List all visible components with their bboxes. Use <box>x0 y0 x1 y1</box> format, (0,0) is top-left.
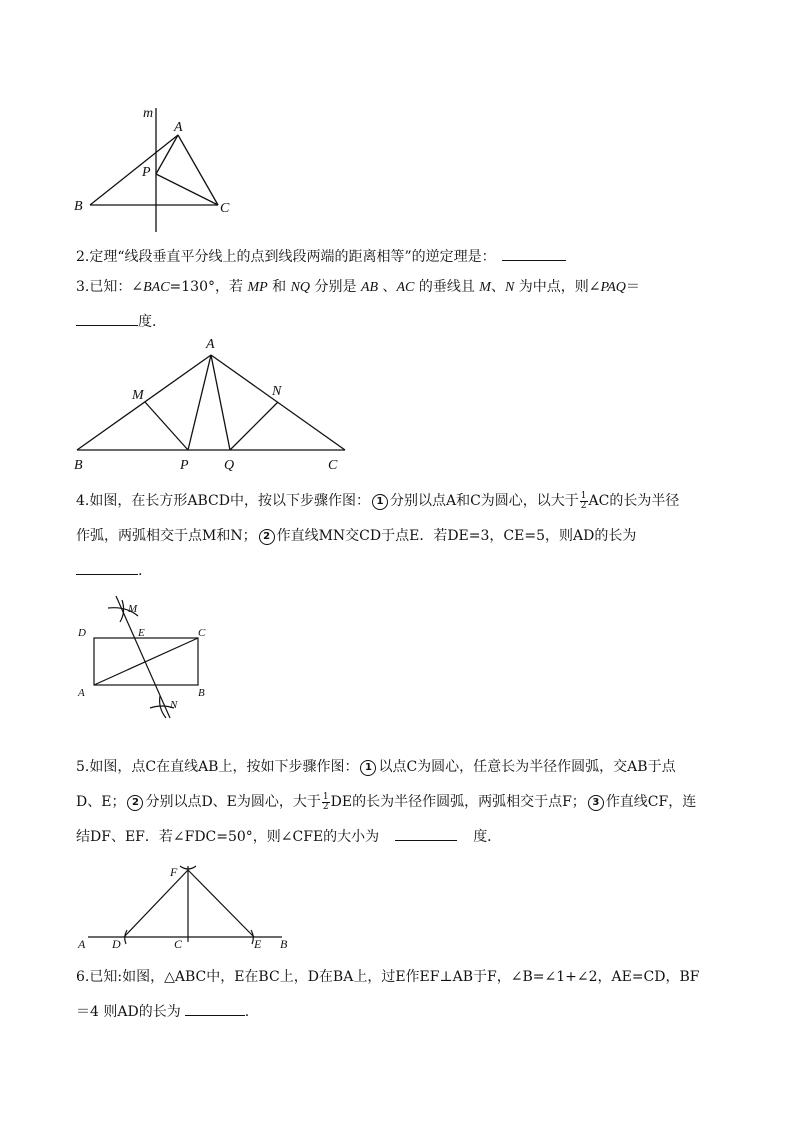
answer-blank[interactable] <box>502 246 566 261</box>
segment-aq <box>211 355 230 450</box>
q3-n: N <box>504 280 515 295</box>
label-b: B <box>74 199 83 214</box>
q3-angle-bac: BAC <box>143 280 170 295</box>
fraction-denominator: 2 <box>580 500 587 511</box>
q6-text: ＝4 则AD的长为 <box>76 1004 181 1020</box>
figure-3-triangle <box>70 332 360 477</box>
answer-blank[interactable] <box>76 311 138 326</box>
q4-text: 4.如图，在长方形ABCD中，按以下步骤作图： <box>76 493 370 509</box>
label-c: C <box>220 201 230 216</box>
q3-ab: AB <box>360 280 379 295</box>
label-d: D <box>112 937 121 951</box>
answer-blank[interactable] <box>395 826 457 841</box>
q6-period: . <box>244 1004 250 1020</box>
label-q: Q <box>224 458 235 473</box>
q3-text: 和 <box>267 279 291 295</box>
figure-1-triangle <box>70 100 250 235</box>
step-2-marker: 2 <box>259 529 275 545</box>
q4-text: 作弧，两弧相交于点M和N； <box>76 528 257 544</box>
q5-text: 作直线CF，连 <box>605 794 697 810</box>
q3-m: M <box>479 280 491 295</box>
label-a: A <box>206 337 215 352</box>
q3-text: 、 <box>490 279 505 295</box>
segment-ef <box>188 870 254 937</box>
answer-blank[interactable] <box>185 1001 245 1016</box>
label-c: C <box>198 627 206 639</box>
fraction-numerator: 1 <box>322 791 329 802</box>
label-n: N <box>272 384 282 399</box>
question-4 <box>76 484 726 589</box>
q3-text: 3.已知：∠ <box>76 279 144 295</box>
label-e: E <box>138 627 145 639</box>
label-p: P <box>180 458 189 473</box>
question-6 <box>76 960 726 1030</box>
label-a: A <box>174 120 183 135</box>
label-b: B <box>198 687 205 699</box>
label-b: B <box>74 458 83 473</box>
label-e: E <box>254 937 262 951</box>
q3-unit: 度． <box>138 314 166 330</box>
q3-angle-paq: PAQ <box>600 280 626 295</box>
segment-mp <box>145 402 188 450</box>
label-m: M <box>132 388 144 403</box>
q5-text: 5.如图，点C在直线AB上，按如下步骤作图： <box>76 759 359 775</box>
label-f: F <box>170 865 178 879</box>
label-b: B <box>280 937 288 951</box>
q3-text: 的垂线且 <box>414 279 480 295</box>
label-m: M <box>128 603 138 615</box>
label-a: A <box>78 687 85 699</box>
figure-5-construction <box>74 860 304 955</box>
label-n: N <box>170 699 178 711</box>
question-3 <box>76 270 726 340</box>
label-d: D <box>78 627 86 639</box>
q6-text: 6.已知:如图，△ABC中，E在BC上，D在BA上，过E作EF⊥AB于F，∠B=∠1+∠2，AE=CD，BF <box>76 969 700 985</box>
q3-text: =130°，若 <box>169 279 248 295</box>
arc-upper-2 <box>120 600 124 622</box>
fraction-one-half <box>322 793 330 812</box>
q3-text: 为中点，则∠ <box>514 279 601 295</box>
segment-ap <box>156 135 178 174</box>
q4-text: 分别以点A和C为圆心，以大于 <box>389 493 579 509</box>
q5-unit: 度． <box>473 829 502 845</box>
q3-text: ＝ <box>625 279 640 295</box>
fraction-one-half <box>580 492 588 511</box>
diagonal-ac <box>94 638 198 685</box>
segment-ab <box>90 135 178 205</box>
label-a: A <box>78 937 86 951</box>
step-2-marker: 2 <box>127 795 143 811</box>
q3-mp: MP <box>247 280 268 295</box>
q5-text: 以点C为圆心，任意长为半径作圆弧，交AB于点 <box>378 759 676 775</box>
q4-text: 作直线MN交CD于点E．若DE=3，CE=5，则AD的长为 <box>276 528 637 544</box>
answer-blank[interactable] <box>76 560 138 575</box>
q5-text: 结DF、EF．若∠FDC=50°，则∠CFE的大小为 <box>76 829 380 845</box>
fraction-denominator: 2 <box>322 801 329 812</box>
q5-text: DE的长为半径作圆弧，两弧相交于点F； <box>330 794 586 810</box>
label-p: P <box>142 165 151 180</box>
q5-text: D、E； <box>76 794 126 810</box>
q5-text: 分别以点D、E为圆心，大于 <box>145 794 321 810</box>
step-1-marker: 1 <box>360 760 376 776</box>
step-1-marker: 1 <box>372 494 388 510</box>
label-c: C <box>174 937 183 951</box>
label-c: C <box>328 458 338 473</box>
q4-text: AC的长为半径 <box>588 493 680 509</box>
label-m: m <box>143 106 154 121</box>
segment-df <box>124 870 188 937</box>
q3-text: 、 <box>378 279 397 295</box>
line-mn <box>116 596 170 718</box>
step-3-marker: 3 <box>588 795 604 811</box>
q3-nq: NQ <box>290 280 311 295</box>
q3-text: 分别是 <box>310 279 361 295</box>
fraction-numerator: 1 <box>580 490 587 501</box>
question-5 <box>76 750 726 855</box>
q3-ac: AC <box>396 280 415 295</box>
figure-4-rectangle <box>74 592 224 722</box>
question-2-text: 2.定理“线段垂直平分线上的点到线段两端的距离相等”的逆定理是： <box>76 249 496 265</box>
q4-period: . <box>138 563 143 579</box>
segment-nq <box>230 402 278 450</box>
